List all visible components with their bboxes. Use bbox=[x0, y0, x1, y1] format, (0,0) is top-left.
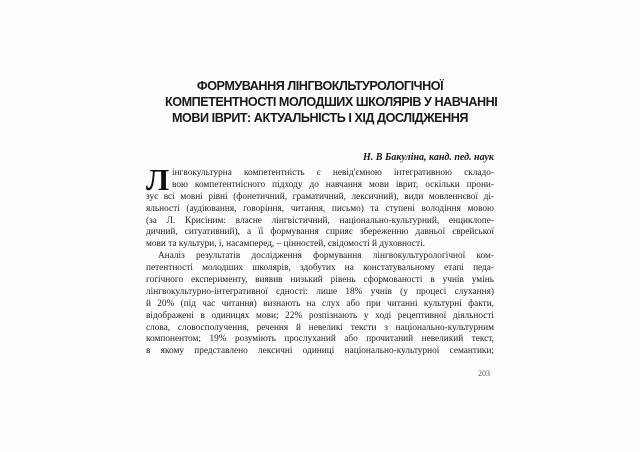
paragraph-1 bbox=[146, 162, 494, 251]
paragraph-2 bbox=[146, 251, 494, 358]
drop-cap: Л bbox=[146, 162, 170, 197]
article-title-line: ФОРМУВАННЯ ЛІНГВОКЛЬТУРОЛОГІЧНОЇ bbox=[196, 79, 444, 93]
text-line: мови та культури, і, насамперед, – цінностей, свідомості й духовності. bbox=[146, 239, 425, 250]
article-title bbox=[165, 78, 498, 126]
author-byline: Н. В Бакуліна, канд. пед. наук bbox=[363, 152, 494, 163]
text-line: дичний, ситуативний), а її формування сприяє збереженню давньої єврейської bbox=[146, 227, 494, 238]
text-line: слова, словосполучення, речення й невеликі тексти з національно-культурним bbox=[146, 322, 494, 333]
text-line: в якому представлено лексичні одиниці національно-культурної семантики; bbox=[146, 346, 494, 357]
text-line: вою компетентнісного підходу до навчання мови іврит, оскільки прони- bbox=[172, 179, 494, 190]
article-title-line: МОВИ ІВРИТ: АКТУАЛЬНІСТЬ І ХІД ДОСЛІДЖЕННЯ bbox=[172, 111, 468, 125]
text-line: компонентом; 19% розуміють прослуханий або прочитаний невеликий текст, bbox=[146, 334, 494, 345]
text-line: (за Л. Крисіним: власне лінгвістичний, національно-культурний, енциклопе- bbox=[146, 215, 494, 226]
page-number: 203 bbox=[478, 369, 490, 378]
text-line: лінгвокультурно-інтегративної єдності: лише 18% учнів (у процесі слухання) bbox=[146, 286, 494, 297]
text-line: Аналіз результатів дослідження формування лінгвокультурологічної ком- bbox=[158, 251, 494, 262]
text-line: й 20% (під час читання) визнають на слух або при читанні культурні факти, bbox=[146, 298, 494, 309]
text-line: зує всі мовні рівні (фонетичний, граматичний, лексичний), види мовленнєвої ді- bbox=[146, 191, 494, 202]
text-line: петентності молодших школярів, здобутих на констатувальному етапі педа- bbox=[146, 263, 494, 274]
article-title-line: КОМПЕТЕНТНОСТІ МОЛОДШИХ ШКОЛЯРІВ У НАВЧАННІ bbox=[165, 95, 498, 109]
text-line: відображені в одиницях мови; 22% розпізнають у ході рецептивної діяльності bbox=[146, 310, 494, 321]
article-body bbox=[146, 162, 494, 358]
text-line: інгвокультурна компетентність є невід'ємною інтегративною складо- bbox=[172, 168, 494, 178]
text-line: гогічного експерименту, виявив низький рівень сформованості в учнів умінь bbox=[146, 275, 494, 286]
text-line: яльності (аудіювання, говоріння, читання, письмо) та ступені володіння мовою bbox=[146, 203, 494, 214]
